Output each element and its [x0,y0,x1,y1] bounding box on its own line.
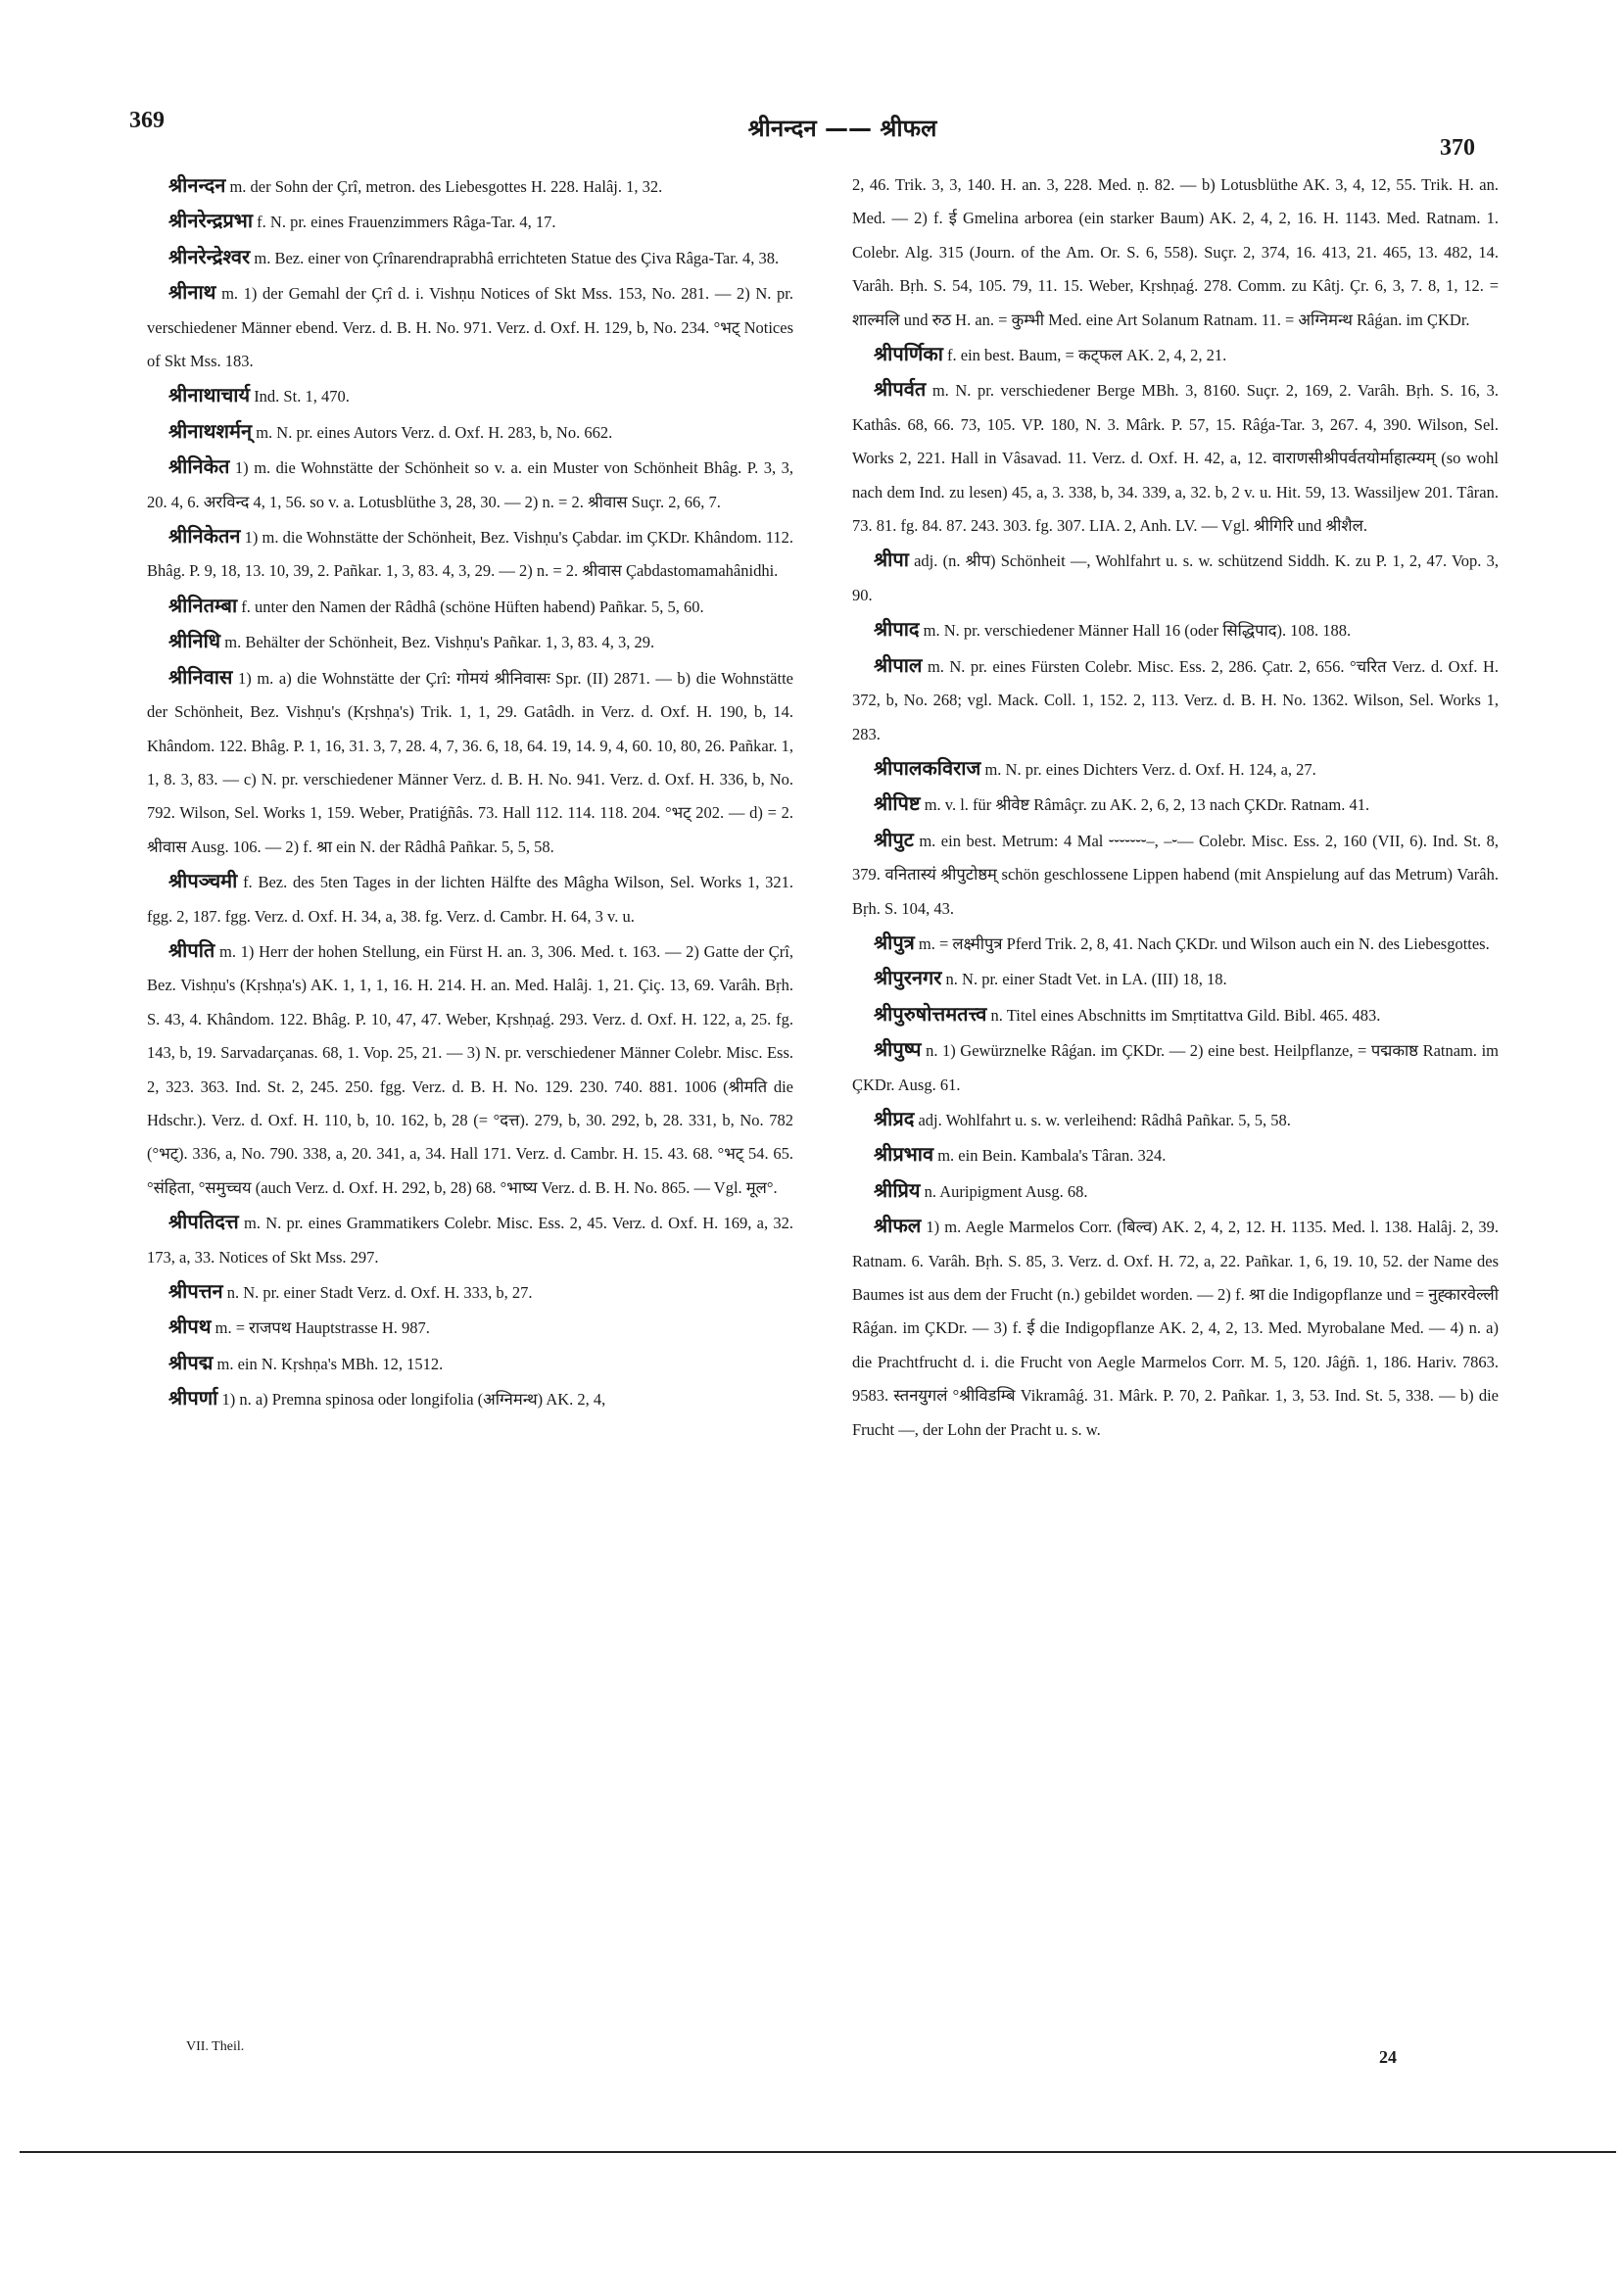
entry-definition: m. = लक्ष्मीपुत्र Pferd Trik. 2, 8, 41. Nach ÇKDr. und Wilson auch ein N. des Liebesgottes. [918,933,1490,953]
entry-definition: 1) m. die Wohnstätte der Schönheit so v. a. ein Muster von Schönheit Bhâg. P. 3, 3, 20. 4, 6. अरविन्द 4, 1, 56. so v. a. Lotusblüthe 3, 28, 30. — 2) n. = 2. श्रीवास Suçr. 2, 66, 7. [147,458,793,511]
bottom-rule [20,2151,1616,2153]
entry-definition: m. N. pr. verschiedener Berge MBh. 3, 8160. Suçr. 2, 169, 2. Varâh. Bṛh. S. 16, 3. Kathâs. 68, 66. 73, 105. VP. 180, N. 3. Mârk. P. 57, 15. Râǵa-Tar. 3, 267. 4, 390. Wilson, Sel. Works 2, 221. Hall in Vâsavad. 11. Verz. d. Oxf. H. 42, a, 12. वाराणसीश्रीपर्वतयोर्माहात्म्यम् (so wohl nach dem Ind. zu lesen) 45, a, 3. 338, b, 34. 339, a, 32. b, 2 v. u. Hit. 59, 13. Wassiljew 201. Târan. 73. 81. fg. 84. 87. 243. 303. fg. 307. LIA. 2, Anh. LV. — Vgl. श्रीगिरि und श्रीशैल. [852,381,1499,536]
entry-headword: श्रीपद्म [168,1350,214,1374]
dictionary-entry [852,1209,1499,1447]
left-column [147,168,793,1417]
dictionary-entry [852,787,1499,822]
dictionary-entry [147,589,793,624]
entry-headword: श्रीनिकेत [168,454,230,479]
dictionary-entry [852,823,1499,926]
entry-definition: 1) n. a) Premna spinosa oder longifolia (अग्निमन्थ) AK. 2, 4, [221,1390,606,1410]
entry-headword: श्रीपर्णिका [874,342,943,366]
entry-definition: 2, 46. Trik. 3, 3, 140. H. an. 3, 228. Med. ṇ. 82. — b) Lotusblüthe AK. 3, 4, 12, 55. Trik. H. an. Med. — 2) f. ई Gmelina arborea (ein starker Baum) AK. 2, 4, 2, 16. H. 1143. Med. Ratnam. 1. Colebr. Alg. 315 (Journ. of the Am. Or. S. 6, 558). Suçr. 2, 374, 16. 413, 21. 465, 13. 482, 14. Varâh. Bṛh. S. 54, 105. 79, 11. 15. Weber, Kṛshṇaǵ. 278. Comm. zu Kâtj. Çr. 6, 3, 7. 8, 1, 12. = शाल्मलि und रुठ H. an. = कुम्भी Med. eine Art Solanum Ratnam. 11. = अग्निमन्थ Râǵan. im ÇKDr. [852,175,1499,329]
entry-headword: श्रीप्रिय [874,1177,921,1202]
dictionary-entry [147,1274,793,1310]
entry-headword: श्रीपुत्र [874,930,915,954]
entry-headword: श्रीनिधि [168,629,221,653]
entry-headword: श्रीपाद [874,617,920,642]
dictionary-entry [147,933,793,1205]
entry-headword: श्रीपथ [168,1315,212,1339]
right-column [852,168,1499,1447]
entry-definition: n. Titel eines Abschnitts im Smṛtitattva Gild. Bibl. 465. 483. [990,1005,1381,1025]
dictionary-entry [147,275,793,378]
dictionary-entry [147,378,793,413]
dictionary-entry [147,624,793,659]
entry-definition: m. 1) der Gemahl der Çrî d. i. Vishṇu Notices of Skt Mss. 153, No. 281. — 2) N. pr. verschiedener Männer ebend. Verz. d. B. H. No. 971. Verz. d. Oxf. H. 129, b, No. 234. °भट् Notices of Skt Mss. 183. [147,284,793,371]
dictionary-entry [147,414,793,450]
dictionary-entry [147,1205,793,1274]
entry-definition: 1) m. Aegle Marmelos Corr. (बिल्व) AK. 2, 4, 2, 12. H. 1135. Med. l. 138. Halâj. 2, 39. Ratnam. 6. Varâh. Bṛh. S. 85, 3. Verz. d. Oxf. H. 72, a, 22. Pañkar. 1, 6, 19. 10, 52. der Name des Baumes ist aus dem der Frucht (n.) gebildet worden. — 2) f. श्रा die Indigopflanze und = नुह्कारवेल्ली Râǵan. im ÇKDr. — 3) f. ई die Indigopflanze AK. 2, 4, 2, 13. Med. Myrobalane Med. — 4) n. a) die Prachtfrucht d. i. die Frucht von Aegle Marmelos Corr. M. 5, 120. Jâǵñ. 1, 186. Hariv. 7863. 9583. स्तनयुगलं °श्रीविडम्बि Vikramâǵ. 31. Mârk. P. 70, 2. Pañkar. 1, 3, 53. Ind. St. 5, 338. — b) die Frucht —, der Lohn der Pracht u. s. w. [852,1218,1500,1439]
dictionary-entry [852,1137,1499,1172]
entry-definition: m. ein N. Kṛshṇa's MBh. 12, 1512. [216,1354,444,1373]
entry-definition: m. N. pr. eines Autors Verz. d. Oxf. H. 283, b, No. 662. [256,422,613,442]
entry-headword: श्रीनरेन्द्रेश्वर [168,244,251,268]
dictionary-entry [147,1310,793,1345]
entry-headword: श्रीनन्दन [168,173,226,197]
dictionary-entry [852,372,1499,543]
dictionary-entry [147,204,793,239]
entry-definition: m. N. pr. eines Fürsten Colebr. Misc. Ess. 2, 286. Çatr. 2, 656. °चरित Verz. d. Oxf. H. 372, b, No. 268; vgl. Mack. Coll. 1, 152. 2, 113. Verz. d. B. H. No. 1362. Wilson, Sel. Works 1, 283. [852,656,1499,743]
running-header: श्रीनन्दन —— श्रीफल [747,115,937,142]
entry-headword: श्रीप्रभाव [874,1142,934,1167]
entry-definition: n. Auripigment Ausg. 68. [924,1181,1088,1201]
entry-definition: f. ein best. Baum, = कट्फल AK. 2, 4, 2, 21. [947,346,1227,365]
entry-definition: m. der Sohn der Çrî, metron. des Liebesgottes H. 228. Halâj. 1, 32. [229,177,663,196]
entry-definition: f. unter den Namen der Râdhâ (schöne Hüften habend) Pañkar. 5, 5, 60. [241,597,704,616]
dictionary-entry [147,660,793,864]
dictionary-entry [147,240,793,275]
entry-definition: n. N. pr. einer Stadt Verz. d. Oxf. H. 333, b, 27. [226,1283,533,1302]
dictionary-entry [852,168,1499,337]
entry-headword: श्रीनितम्बा [168,593,238,617]
entry-headword: श्रीनाथशर्मन् [168,418,253,443]
entry-definition: adj. (n. श्रीप) Schönheit —, Wohlfahrt u. s. w. schützend Siddh. K. zu P. 1, 2, 47. Vop. 3, 90. [852,551,1500,604]
dictionary-entry [852,961,1499,996]
entry-definition: m. N. pr. eines Grammatikers Colebr. Misc. Ess. 2, 45. Verz. d. Oxf. H. 169, a, 32. 173, a, 33. Notices of Skt Mss. 297. [147,1214,793,1267]
entry-definition: adj. Wohlfahrt u. s. w. verleihend: Râdhâ Pañkar. 5, 5, 58. [918,1110,1291,1129]
entry-headword: श्रीनाथ [168,280,216,305]
entry-headword: श्रीप्रद [874,1106,915,1130]
entry-definition: m. = राजपथ Hauptstrasse H. 987. [215,1318,430,1338]
entry-headword: श्रीपर्णा [168,1386,218,1411]
dictionary-entry [147,1381,793,1416]
entry-definition: f. Bez. des 5ten Tages in der lichten Hälfte des Mâgha Wilson, Sel. Works 1, 321. fgg. 2, 187. fgg. Verz. d. Oxf. H. 34, a, 38. fg. Verz. d. Cambr. H. 64, 3 v. u. [147,873,793,926]
entry-definition: f. N. pr. eines Frauenzimmers Râga-Tar. 4, 17. [257,213,556,232]
entry-headword: श्रीपत्तन [168,1279,223,1303]
right-page-number: 370 [1440,135,1475,161]
dictionary-entry [852,997,1499,1032]
dictionary-entry [852,612,1499,647]
entry-headword: श्रीपुष्प [874,1037,922,1062]
dictionary-entry [147,519,793,589]
dictionary-entry [852,751,1499,787]
signature-mark: 24 [1379,2047,1397,2067]
entry-headword: श्रीपञ्चमी [168,869,238,893]
left-page-number: 369 [129,108,165,133]
entry-definition: m. N. pr. verschiedener Männer Hall 16 (oder सिद्धिपाद). 108. 188. [923,621,1352,641]
entry-headword: श्रीपुरुषोत्तमतत्त्व [874,1001,987,1026]
dictionary-entry [147,168,793,204]
entry-headword: श्रीफल [874,1214,922,1238]
entry-headword: श्रीपर्वत [874,377,927,402]
entry-definition: m. v. l. für श्रीवेष्ट Râmâçr. zu AK. 2, 6, 2, 13 nach ÇKDr. Ratnam. 41. [924,795,1370,815]
entry-headword: श्रीनरेन्द्रप्रभा [168,209,254,233]
dictionary-entry [852,337,1499,372]
entry-definition: n. 1) Gewürznelke Râǵan. im ÇKDr. — 2) eine best. Heilpflanze, = पद्मकाष्ठ Ratnam. im ÇKDr. Ausg. 61. [852,1041,1499,1094]
entry-definition: m. ein Bein. Kambala's Târan. 324. [937,1146,1167,1166]
entry-headword: श्रीपुट [874,827,914,851]
entry-headword: श्रीपिष्ट [874,791,921,816]
dictionary-entry [147,864,793,933]
entry-definition: m. Bez. einer von Çrînarendraprabhâ errichteten Statue des Çiva Râga-Tar. 4, 38. [254,248,780,267]
entry-headword: श्रीपति [168,937,215,962]
entry-definition: m. 1) Herr der hohen Stellung, ein Fürst H. an. 3, 306. Med. t. 163. — 2) Gatte der Çrî, Bez. Vishṇu's (Kṛshṇa's) AK. 1, 1, 1, 16. H. 214. H. an. Med. Halâj. 1, 21. Çiç. 13, 69. Varâh. Bṛh. S. 43, 4. Khândom. 122. Bhâg. P. 10, 47, 47. Weber, Kṛshṇaǵ. 293. Verz. d. Oxf. H. 122, a, 25. fg. 143, b, 19. Sarvadarçanas. 68, 1. Vop. 25, 21. — 3) N. pr. verschiedener Männer Colebr. Misc. Ess. 2, 323. 363. Ind. St. 2, 245. 250. fgg. Verz. d. B. H. No. 129. 230. 740. 881. 1006 (श्रीमति die Hdschr.). Verz. d. Oxf. H. 110, b, 10. 162, b, 28 (= °दत्त). 279, b, 30. 292, b, 28. 331, b, No. 782 (°भट्). 336, a, No. 790. 338, a, 20. 341, a, 34. Hall 171. Verz. d. Cambr. H. 15. 43. 68. °भट् 54. 65. °संहिता, °समुच्चय (auch Verz. d. Oxf. H. 292, b, 28) 68. °भाष्य Verz. d. B. H. No. 865. — Vgl. मूल°. [147,941,794,1197]
entry-headword: श्रीपतिदत्त [168,1210,239,1234]
entry-definition: 1) m. die Wohnstätte der Schönheit, Bez. Vishṇu's Çabdar. im ÇKDr. Khândom. 112. Bhâg. P. 9, 18, 13. 10, 39, 2. Pañkar. 1, 3, 83. 4, 3, 29. — 2) n. = 2. श्रीवास Çabdastomamahânidhi. [147,528,794,581]
entry-definition: m. Behälter der Schönheit, Bez. Vishṇu's Pañkar. 1, 3, 83. 4, 3, 29. [224,633,655,652]
entry-definition: m. ein best. Metrum: 4 Mal ⏑⏑⏑⏑⏑⏑⏑–, –⏑–– Colebr. Misc. Ess. 2, 160 (VII, 6). Ind. St. 8, 379. वनितास्यं श्रीपुटोष्ठम् schön geschlossene Lippen habend (mit Anspielung auf das Metrum) Varâh. Bṛh. S. 104, 43. [852,831,1499,918]
entry-headword: श्रीपाल [874,652,923,677]
entry-definition: 1) m. a) die Wohnstätte der Çrî: गोमयं श्रीनिवासः Spr. (II) 2871. — b) die Wohnstätte der Schönheit, Bez. Vishṇu's (Kṛshṇa's) Trik. 1, 1, 29. Gatâdh. in Verz. d. Oxf. H. 190, b, 14. Khândom. 122. Bhâg. P. 1, 16, 31. 3, 7, 28. 4, 7, 36. 6, 18, 64. 19, 14. 9, 4, 60. 10, 80, 26. Pañkar. 1, 1, 8. 3, 83. — c) N. pr. verschiedener Männer Verz. d. B. H. No. 941. Verz. d. Oxf. H. 336, b, No. 792. Wilson, Sel. Works 1, 159. Weber, Pratiǵñâs. 73. Hall 112. 114. 118. 204. °भट् 202. — d) = 2. श्रीवास Ausg. 106. — 2) f. श्रा ein N. der Râdhâ Pañkar. 5, 5, 58. [147,668,793,856]
entry-definition: Ind. St. 1, 470. [254,387,350,407]
dictionary-entry [852,543,1499,612]
dictionary-entry [852,1173,1499,1209]
entry-headword: श्रीपुरनगर [874,966,942,990]
entry-headword: श्रीनाथाचार्य [168,383,251,407]
dictionary-entry [852,1102,1499,1137]
dictionary-entry [852,926,1499,961]
entry-definition: n. N. pr. einer Stadt Vet. in LA. (III) 18, 18. [945,970,1227,989]
dictionary-entry [147,1346,793,1381]
dictionary-entry [852,1032,1499,1102]
entry-headword: श्रीनिवास [168,664,233,689]
dictionary-entry [852,648,1499,751]
entry-headword: श्रीनिकेतन [168,524,241,549]
entry-definition: m. N. pr. eines Dichters Verz. d. Oxf. H. 124, a, 27. [984,759,1316,779]
entry-headword: श्रीपालकविराज [874,755,981,780]
entry-headword: श्रीपा [874,548,909,572]
dictionary-entry [147,450,793,519]
volume-mark: VII. Theil. [186,2039,245,2054]
